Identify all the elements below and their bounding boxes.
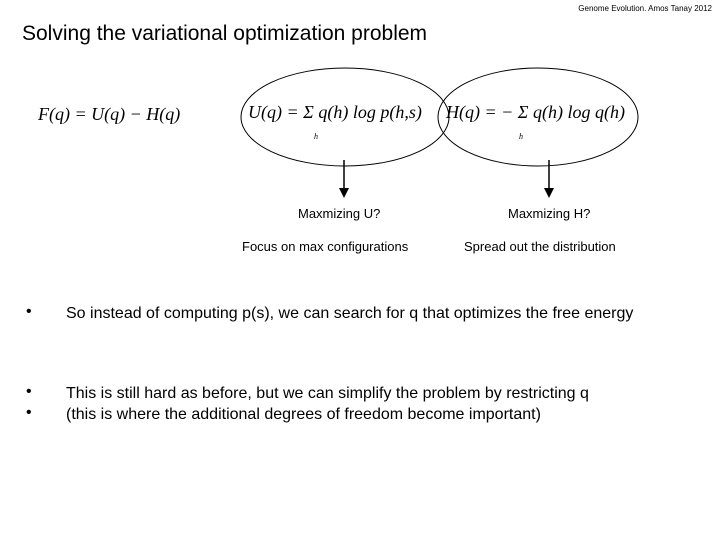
- h-term-formula: H(q) = − Σ q(h) log q(h): [446, 102, 625, 122]
- max-u-label: Maxmizing U?: [298, 206, 381, 221]
- header-note: Genome Evolution. Amos Tanay 2012: [578, 4, 712, 13]
- bullet-text: This is still hard as before, but we can simplify the problem by restricting q: [66, 385, 589, 402]
- slide-title: Solving the variational optimization problem: [22, 22, 428, 45]
- bullet-text: So instead of computing p(s), we can search for q that optimizes the free energy: [66, 305, 634, 322]
- bullet-symbol: •: [26, 404, 32, 421]
- focus-label: Focus on max configurations: [242, 239, 409, 254]
- h-sum-index: h: [519, 132, 523, 141]
- bullet-item: [26, 303, 676, 324]
- bullet-item: [26, 404, 676, 425]
- u-sum-index: h: [314, 132, 318, 141]
- h-arrowhead: [544, 188, 554, 198]
- u-term-formula: U(q) = Σ q(h) log p(h,s): [248, 102, 422, 122]
- bullet-text: (this is where the additional degrees of freedom become important): [66, 406, 541, 423]
- bullet-symbol: •: [26, 303, 32, 320]
- max-h-label: Maxmizing H?: [508, 206, 591, 221]
- u-arrowhead: [339, 188, 349, 198]
- bullet-symbol: •: [26, 383, 32, 400]
- free-energy-formula: F(q) = U(q) − H(q): [38, 104, 181, 124]
- spread-label: Spread out the distribution: [464, 239, 616, 254]
- bullet-item: [26, 383, 676, 404]
